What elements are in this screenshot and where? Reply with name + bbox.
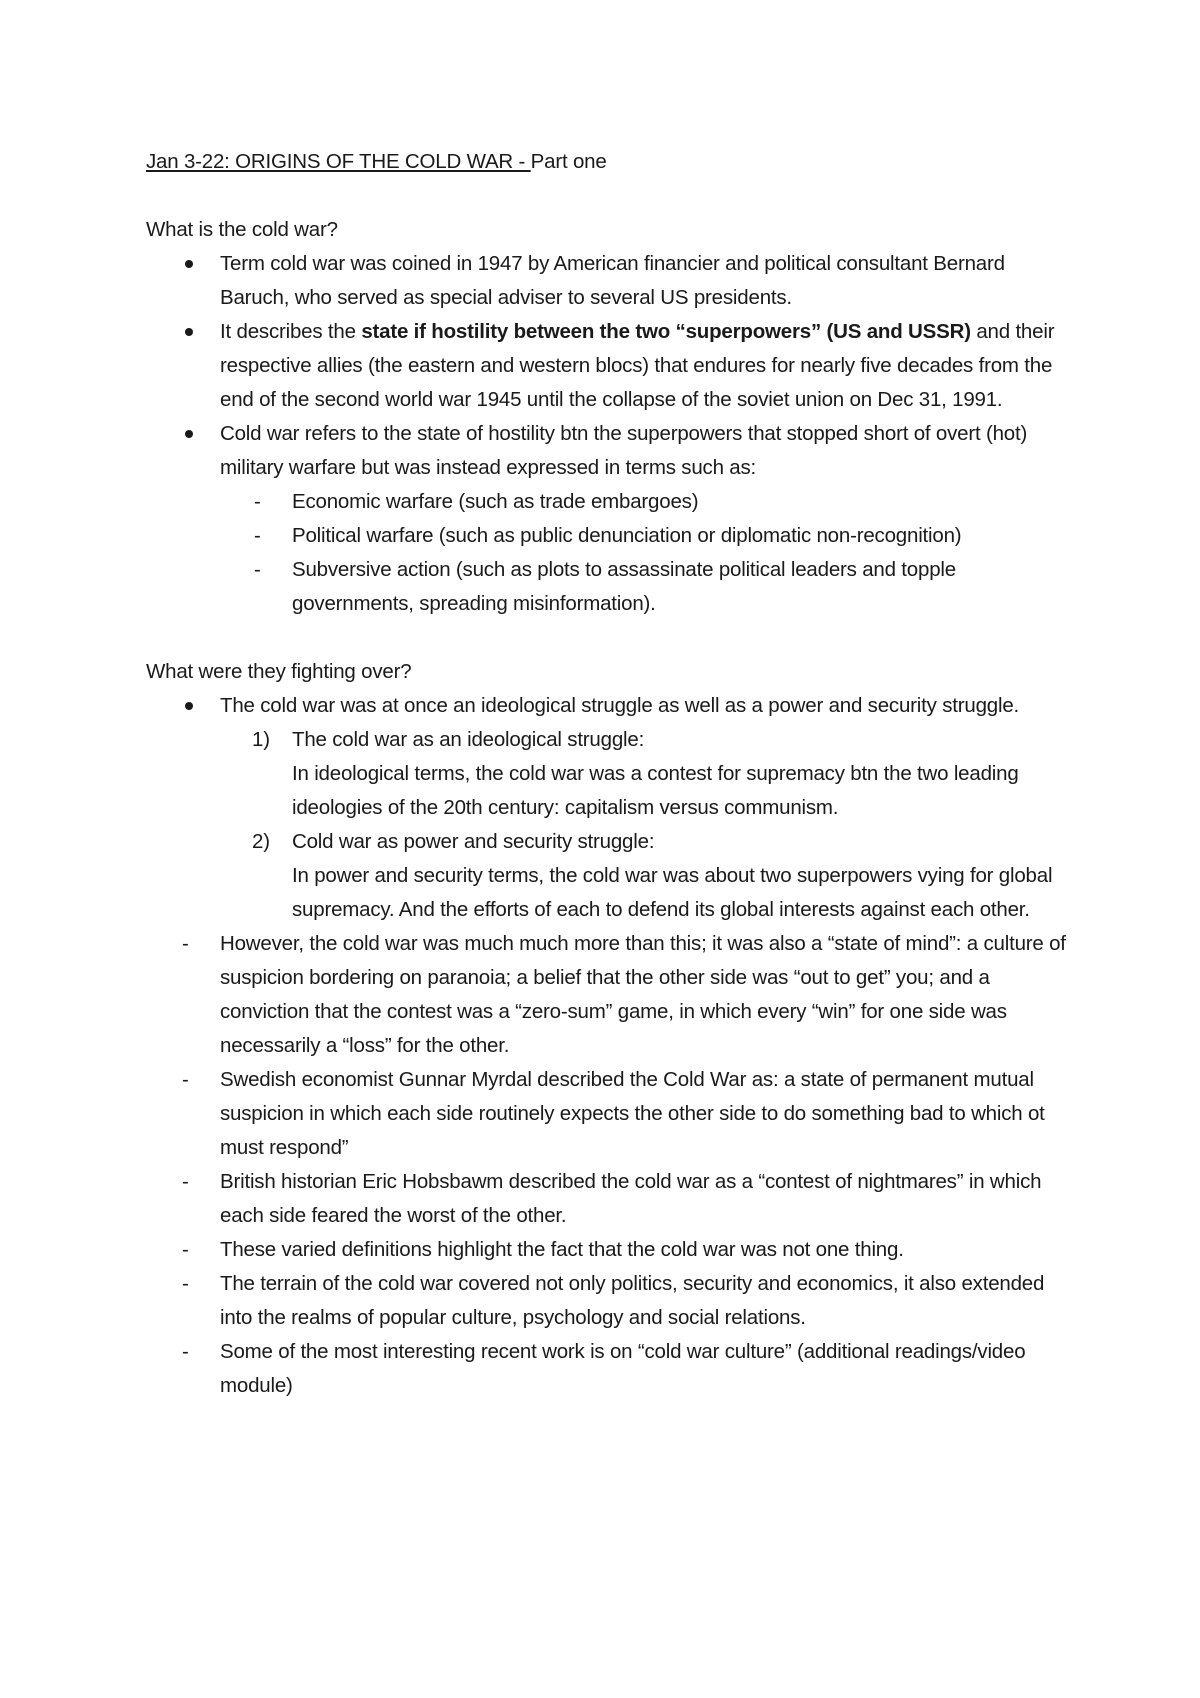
dash-marker: - <box>182 1068 189 1091</box>
bullet-icon <box>185 260 193 268</box>
sub-item-text: Economic warfare (such as trade embargoes) <box>292 490 699 513</box>
list-item <box>146 553 1076 621</box>
numbered-item-title: The cold war as an ideological struggle: <box>292 728 645 751</box>
list-item <box>146 927 1076 1063</box>
bullet-text: Cold war refers to the state of hostility btn the superpowers that stopped short of overt (hot) military warfare but was instead expressed in terms such as: <box>220 422 1028 479</box>
bullet-icon <box>185 328 193 336</box>
bullet-text: The cold war was at once an ideological struggle as well as a power and security struggle. <box>220 694 1020 717</box>
bullet-text: Term cold war was coined in 1947 by American financier and political consultant Bernard Baruch, who served as special adviser to several US presidents. <box>220 252 1005 309</box>
dash-marker: - <box>254 524 261 547</box>
list-item <box>146 825 1076 927</box>
bullet-text-bold: state if hostility between the two “superpowers” (US and USSR) <box>361 320 971 343</box>
list-item <box>146 723 1076 825</box>
list-item <box>146 417 1076 485</box>
list-item <box>146 519 1076 553</box>
bullet-icon <box>185 702 193 710</box>
list-item <box>146 689 1076 723</box>
list-item <box>146 1233 1076 1267</box>
bullet-text-post: and their respective allies (the eastern and western blocs) that endures for nearly five decades from the end of the second world war 1945 until the collapse of the soviet union on Dec 31, 1991. <box>220 320 1055 411</box>
list-item <box>146 1267 1076 1335</box>
dash-marker: - <box>182 1170 189 1193</box>
sub-item-text: Political warfare (such as public denunciation or diplomatic non-recognition) <box>292 524 962 547</box>
document-body <box>146 145 1076 1403</box>
bullet-icon <box>185 430 193 438</box>
sub-list-warfare-types <box>146 485 1076 621</box>
dash-marker: - <box>182 1238 189 1261</box>
dash-item-text: Swedish economist Gunnar Myrdal described the Cold War as: a state of permanent mutual suspicion in which each side routinely expects the other side to do something bad to which ot must respond” <box>220 1068 1045 1159</box>
title-rest: Part one <box>530 150 607 173</box>
dash-marker: - <box>182 1340 189 1363</box>
dash-list-definitions <box>146 927 1076 1403</box>
dash-item-text: The terrain of the cold war covered not only politics, security and economics, it also extended into the realms of popular culture, psychology and social relations. <box>220 1272 1045 1329</box>
spacer <box>146 621 1076 655</box>
list-item <box>146 1063 1076 1165</box>
list-item <box>146 315 1076 417</box>
section-heading-fighting-over: What were they fighting over? <box>146 660 412 683</box>
dash-marker: - <box>254 558 261 581</box>
page-title <box>146 145 1076 179</box>
bullet-list-struggle <box>146 689 1076 723</box>
list-item <box>146 247 1076 315</box>
list-item <box>146 1165 1076 1233</box>
dash-marker: - <box>182 1272 189 1295</box>
numbered-list-struggles <box>146 723 1076 927</box>
sub-item-text: Subversive action (such as plots to assassinate political leaders and topple governments, spreading misinformation). <box>292 558 956 615</box>
number-marker: 1) <box>252 728 270 751</box>
number-marker: 2) <box>252 830 270 853</box>
dash-marker: - <box>182 932 189 955</box>
numbered-item-body: In ideological terms, the cold war was a contest for supremacy btn the two leading ideologies of the 20th century: capitalism versus communism. <box>292 762 1019 819</box>
list-item <box>146 485 1076 519</box>
title-underlined: Jan 3-22: ORIGINS OF THE COLD WAR - <box>146 150 531 173</box>
dash-item-text: British historian Eric Hobsbawm described the cold war as a “contest of nightmares” in which each side feared the worst of the other. <box>220 1170 1042 1227</box>
numbered-item-title: Cold war as power and security struggle: <box>292 830 655 853</box>
section-heading-what-is: What is the cold war? <box>146 218 338 241</box>
spacer <box>146 179 1076 213</box>
dash-item-text: Some of the most interesting recent work is on “cold war culture” (additional readings/video module) <box>220 1340 1026 1397</box>
dash-item-text: However, the cold war was much much more than this; it was also a “state of mind”: a culture of suspicion bordering on paranoia; a belief that the other side was “out to get” you; and a conviction that the contest was a “zero-sum” game, in which every “win” for one side was necessarily a “loss” for the other. <box>220 932 1066 1057</box>
bullet-text-pre: It describes the <box>220 320 362 343</box>
numbered-item-body: In power and security terms, the cold war was about two superpowers vying for global supremacy. And the efforts of each to defend its global interests against each other. <box>292 864 1053 921</box>
bullet-list-definition <box>146 247 1076 485</box>
dash-marker: - <box>254 490 261 513</box>
dash-item-text: These varied definitions highlight the fact that the cold war was not one thing. <box>220 1238 904 1261</box>
list-item <box>146 1335 1076 1403</box>
